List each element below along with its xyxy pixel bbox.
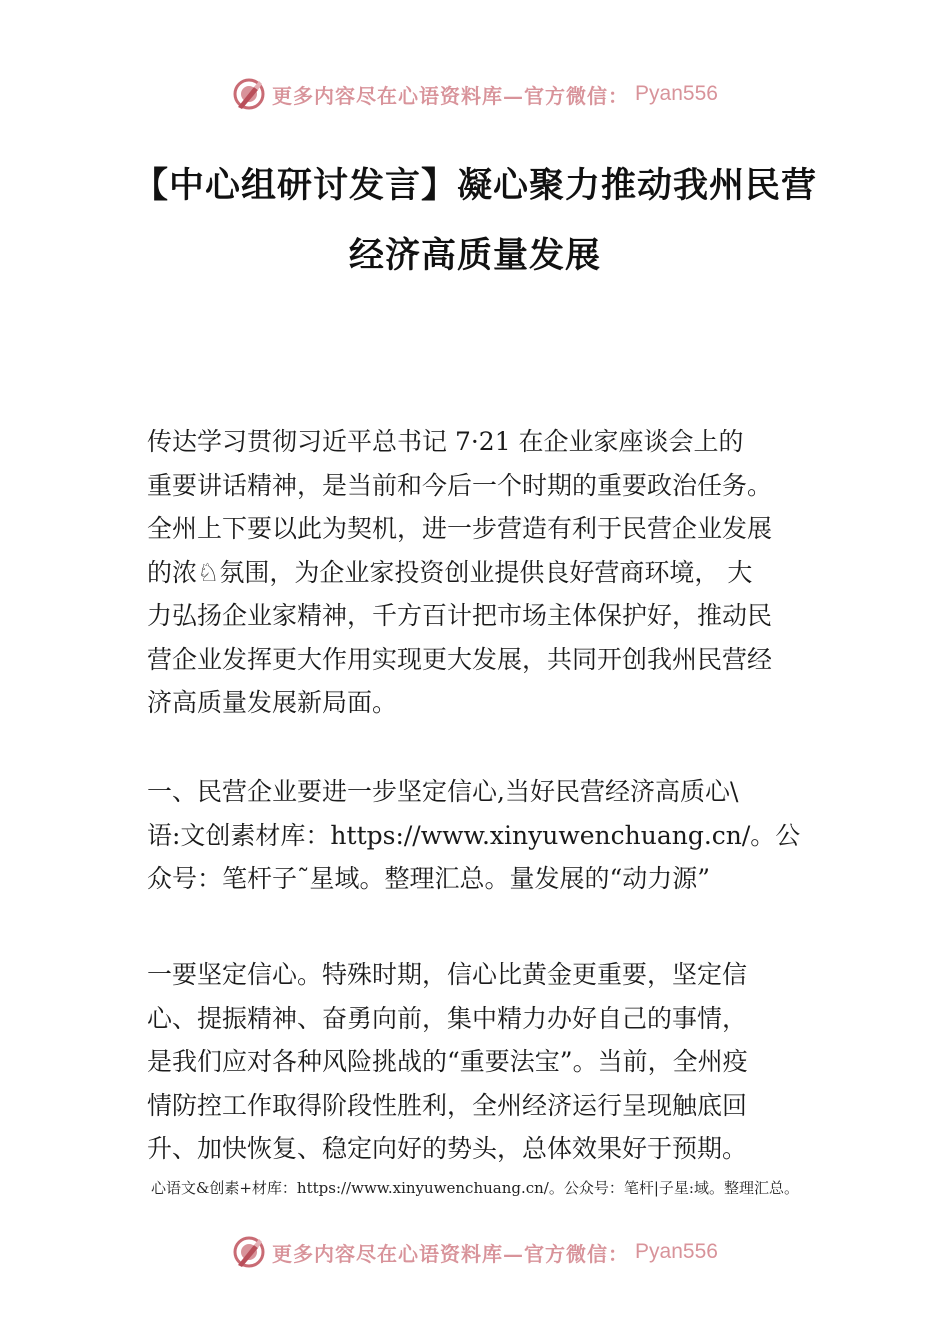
page-title-line-1: 【中心组研讨发言】凝心聚力推动我州民营 [132, 166, 817, 206]
text-line: 济高质量发展新局面。 [147, 688, 398, 717]
text-line: 的浓♘氛围，为企业家投资创业提供良好营商环境， 大 [147, 557, 753, 587]
paragraph-intro [147, 420, 827, 725]
banner-wechat-id: Pyan556 [635, 1240, 718, 1263]
section-heading-1 [147, 770, 827, 901]
text-line: 一要坚定信心。特殊时期，信心比黄金更重要，坚定信 [147, 960, 748, 989]
header-banner [0, 74, 950, 114]
text-line: 一、民营企业要进一步坚定信心,当好民营经济高质心\ [147, 777, 739, 806]
footer-note: 心语文&创素+材库：https://www.xinyuwenchuang.cn/。公众号：笔杆|子星:域。整理汇总。 [151, 1179, 799, 1197]
page-title-line-2: 经济高质量发展 [348, 236, 601, 276]
text-line: 升、加快恢复、稳定向好的势头，总体效果好于预期。 [147, 1134, 748, 1163]
text-line: 心、提振精神、奋勇向前，集中精力办好自己的事情， [147, 1003, 748, 1033]
text-line: 重要讲话精神，是当前和今后一个时期的重要政治任务。 [147, 470, 773, 500]
text-line: 营企业发挥更大作用实现更大发展，共同开创我州民营经 [147, 644, 773, 674]
banner-text: 更多内容尽在心语资料库—官方微信： [272, 83, 630, 108]
paragraph-confidence [147, 953, 827, 1171]
text-line: 语:文创素材库：https://www.xinyuwenchuang.cn/。公 [147, 820, 801, 850]
pen-circle-logo-icon [232, 1235, 266, 1269]
footer-banner [0, 1232, 950, 1272]
text-line: 传达学习贯彻习近平总书记 7·21 在企业家座谈会上的 [147, 427, 744, 456]
text-line: 力弘扬企业家精神，千方百计把市场主体保护好，推动民 [147, 601, 773, 630]
pen-circle-logo-icon [232, 77, 266, 111]
text-line: 情防控工作取得阶段性胜利，全州经济运行呈现触底回 [147, 1090, 748, 1120]
text-line: 是我们应对各种风险挑战的“重要法宝”。当前，全州疫 [147, 1047, 748, 1076]
banner-text: 更多内容尽在心语资料库—官方微信： [272, 1241, 630, 1266]
text-line: 众号：笔杆子˜星域。整理汇总。量发展的“动力源” [147, 864, 711, 893]
banner-wechat-id: Pyan556 [635, 82, 718, 105]
text-line: 全州上下要以此为契机，进一步营造有利于民营企业发展 [147, 514, 773, 543]
